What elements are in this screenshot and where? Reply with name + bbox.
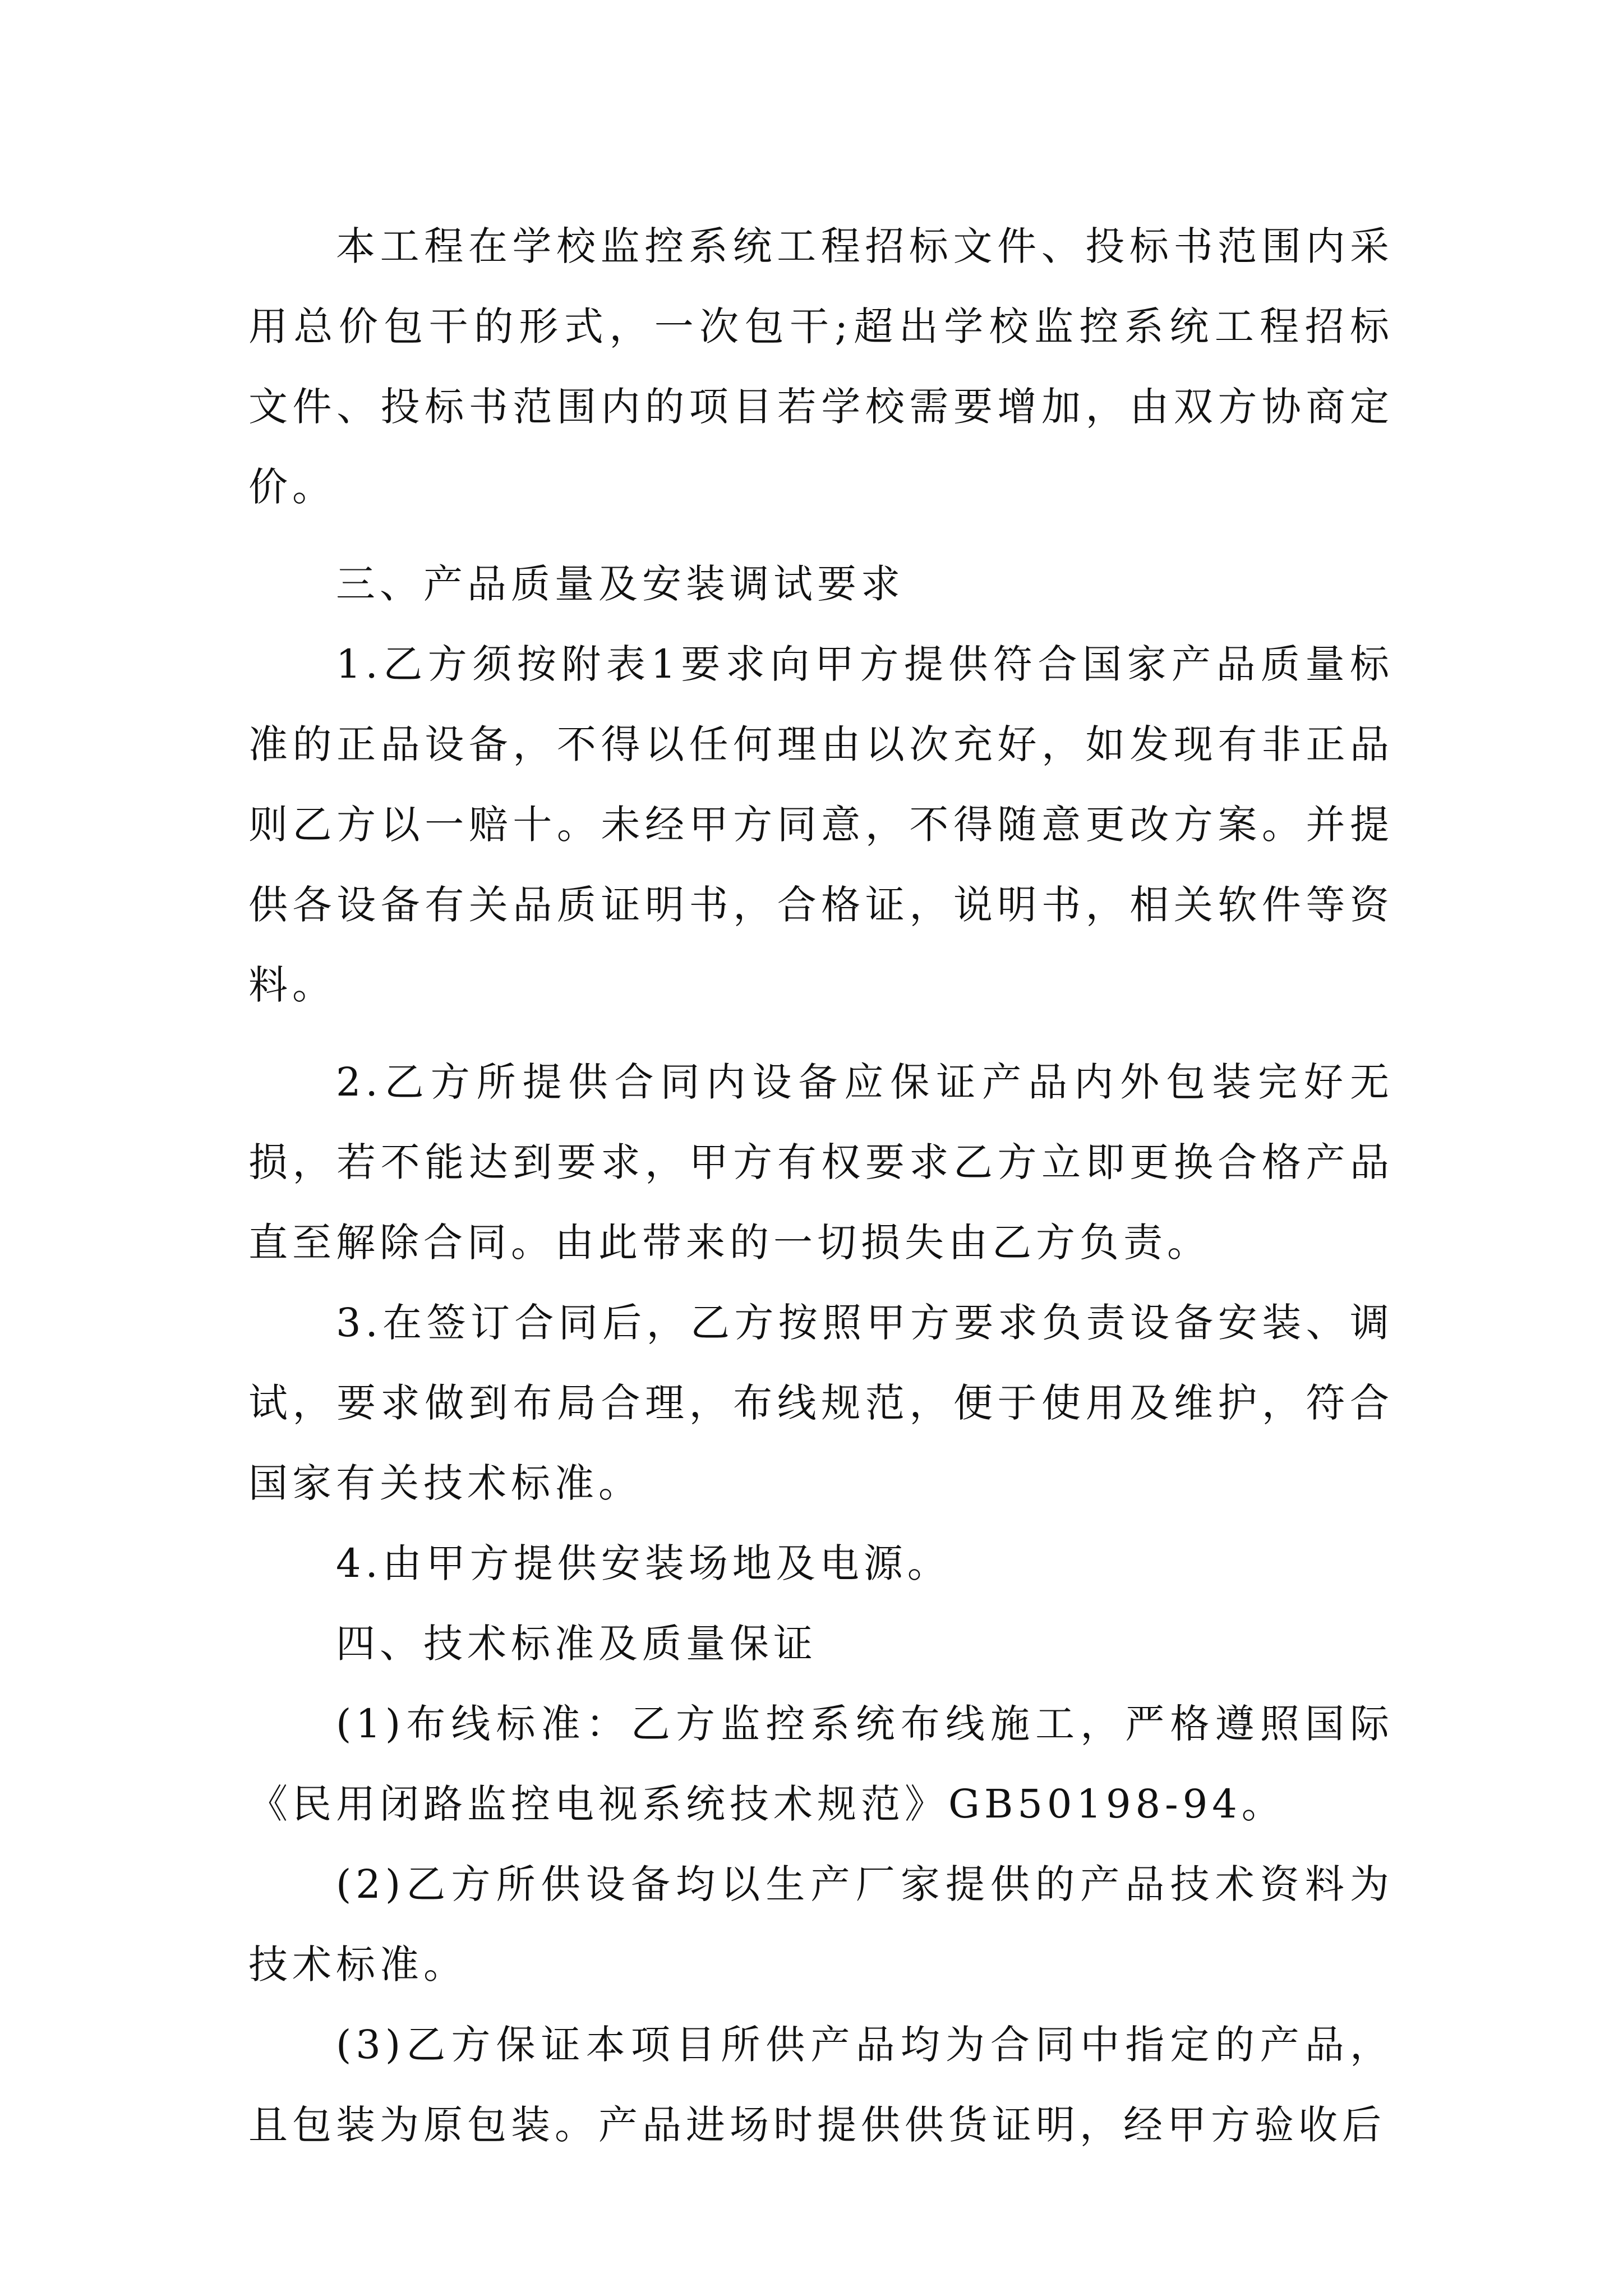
paragraph-item-3: 3.在签订合同后，乙方按照甲方要求负责设备安装、调试，要求做到布局合理，布线规范，便于使用及维护，符合国家有关技术标准。	[248, 1300, 1394, 1506]
section-heading-technical-standards: 四、技术标准及质量保证	[336, 1621, 817, 1667]
paragraph-standard-2: (2)乙方所供设备均以生产厂家提供的产品技术资料为技术标准。	[248, 1861, 1394, 1987]
paragraph-item-1: 1.乙方须按附表1要求向甲方提供符合国家产品质量标准的正品设备，不得以任何理由以次充好，如发现有非正品则乙方以一赔十。未经甲方同意，不得随意更改方案。并提供各设备有关品质证明书，合格证，说明书，相关软件等资料。	[248, 641, 1394, 1008]
paragraph-pricing: 本工程在学校监控系统工程招标文件、投标书范围内采用总价包干的形式，一次包干;超出学校监控系统工程招标文件、投标书范围内的项目若学校需要增加，由双方协商定价。	[248, 223, 1394, 510]
paragraph-item-4: 4.由甲方提供安装场地及电源。	[336, 1540, 951, 1586]
paragraph-item-2: 2.乙方所提供合同内设备应保证产品内外包装完好无损，若不能达到要求，甲方有权要求乙方立即更换合格产品直至解除合同。由此带来的一切损失由乙方负责。	[248, 1059, 1394, 1266]
document-body	[248, 206, 1394, 2165]
paragraph-standard-3: (3)乙方保证本项目所供产品均为合同中指定的产品，且包装为原包装。产品进场时提供供货证明，经甲方验收后	[248, 2022, 1394, 2148]
section-heading-quality-installation: 三、产品质量及安装调试要求	[336, 561, 905, 607]
paragraph-standard-1: (1)布线标准：乙方监控系统布线施工，严格遵照国际《民用闭路监控电视系统技术规范》GB50198-94。	[248, 1701, 1394, 1827]
